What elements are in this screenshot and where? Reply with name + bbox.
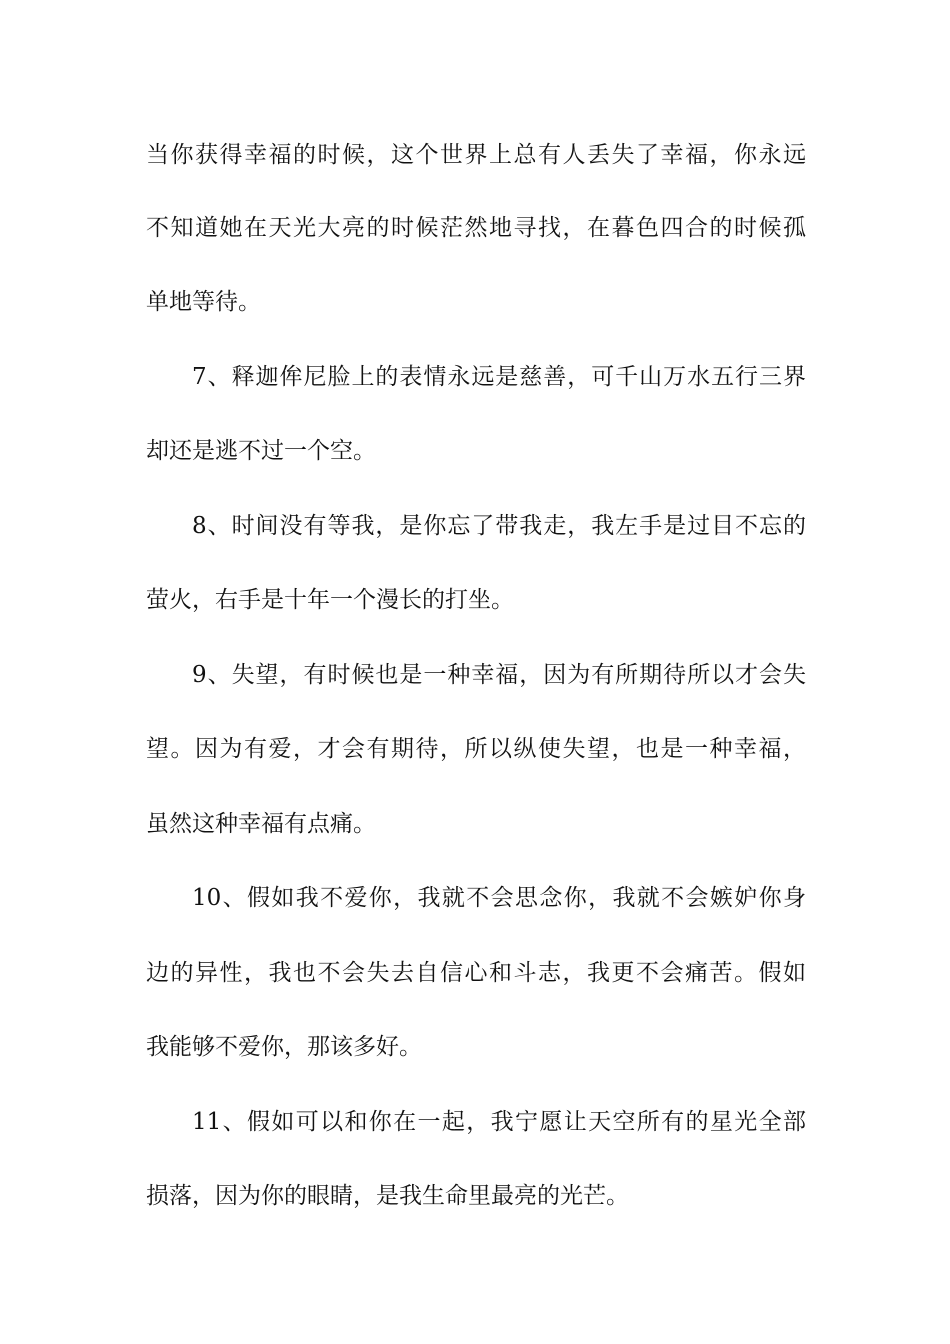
text-line: 虽然这种幸福有点痛。: [146, 811, 376, 837]
text-line: 单地等待。: [146, 289, 261, 315]
list-item-7-line: 7、释迦侔尼脸上的表情永远是慈善，可千山万水五行三界: [192, 364, 806, 390]
text-line: 萤火，右手是十年一个漫长的打坐。: [146, 587, 514, 613]
text-line: 却还是逃不过一个空。: [146, 438, 376, 464]
list-item-11-line: 11、假如可以和你在一起，我宁愿让天空所有的星光全部: [192, 1109, 806, 1135]
text-line: 损落，因为你的眼睛，是我生命里最亮的光芒。: [146, 1183, 629, 1209]
text-line: 当你获得幸福的时候，这个世界上总有人丢失了幸福，你永远: [146, 142, 806, 168]
text-line: 边的异性，我也不会失去自信心和斗志，我更不会痛苦。假如: [146, 960, 806, 986]
text-line: 我能够不爱你，那该多好。: [146, 1034, 422, 1060]
list-item-8-line: 8、时间没有等我，是你忘了带我走，我左手是过目不忘的: [192, 513, 806, 539]
list-item-9-line: 9、失望，有时候也是一种幸福，因为有所期待所以才会失: [192, 662, 806, 688]
text-line: 望。因为有爱，才会有期待，所以纵使失望，也是一种幸福，: [146, 736, 806, 762]
text-line: 不知道她在天光大亮的时候茫然地寻找，在暮色四合的时候孤: [146, 215, 806, 241]
list-item-10-line: 10、假如我不爱你，我就不会思念你，我就不会嫉妒你身: [192, 885, 806, 911]
